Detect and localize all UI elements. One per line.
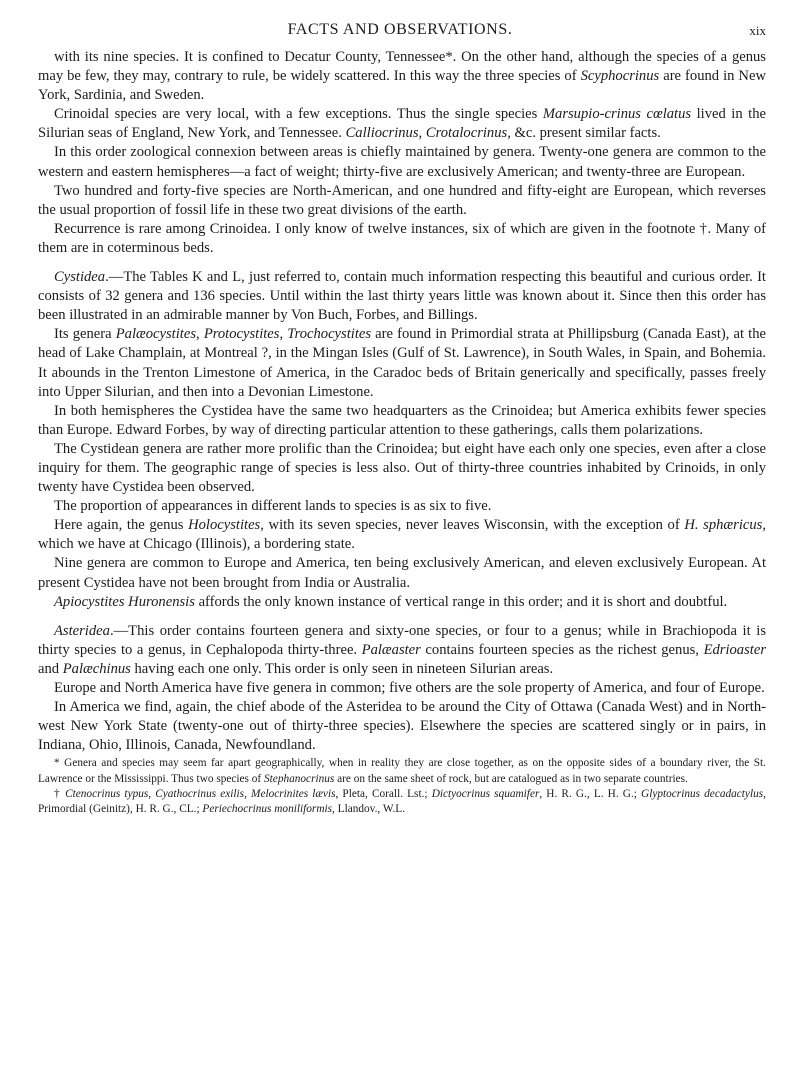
running-title: FACTS AND OBSERVATIONS. bbox=[287, 21, 513, 38]
section-gap bbox=[38, 612, 766, 622]
paragraph: Nine genera are common to Europe and America, ten being exclusively American, and eleven exclusively European. At present Cystidea have not been brought from India or Australia. bbox=[38, 555, 766, 591]
paragraph: The Cystidean genera are rather more prolific than the Crinoidea; but eight have each only one species, even after a close inquiry for them. The geographic range of species is less also. Out of thirty-three countries inhabited by Crinoids, in only twenty have Cystidea been observed. bbox=[38, 440, 766, 496]
footnote: † Ctenocrinus typus, Cyathocrinus exilis, Melocrinites lævis, Pleta, Corall. Lst.; Dictyocrinus squamifer, H. R. G., L. H. G.; Glyptocrinus decadactylus, Primordial (Geinitz), H. R. G., CL.; Periechocrinus moniliformis, Llandov., W.L. bbox=[38, 787, 766, 815]
page-header bbox=[0, 21, 800, 43]
paragraph: Apiocystites Huronensis affords the only known instance of vertical range in this order; and it is short and doubtful. bbox=[54, 593, 728, 610]
paragraph: Recurrence is rare among Crinoidea. I only know of twelve instances, six of which are given in the footnote †. Many of them are in coterminous beds. bbox=[38, 220, 766, 256]
paragraph: Its genera Palæocystites, Protocystites, Trochocystites are found in Primordial strata at Phillipsburg (Canada East), at the head of Lake Champlain, at Montreal ?, in the Mingan Isles (Gulf of St. Lawrence), in South Wales, in Spain, and Bohemia. It abounds in the Trenton Limestone of America, in the Caradoc beds of Britain generically and specifically, passes freely into Upper Silurian, and then into a Devonian Limestone. bbox=[38, 326, 767, 400]
paragraph: Two hundred and forty-five species are North-American, and one hundred and fifty-eight are European, which reverses the usual proportion of fossil life in these two great divisions of the earth. bbox=[38, 182, 766, 218]
paragraph: In America we find, again, the chief abode of the Asteridea to be around the City of Ottawa (Canada West) and in North-west New York State (twenty-one out of thirty-three species). Elsewhere the species are scattered singly or in pairs, in Indiana, Ohio, Illinois, Canada, Newfoundland. bbox=[38, 699, 766, 754]
paragraph: The proportion of appearances in different lands to species is as six to five. bbox=[54, 498, 492, 515]
paragraph: with its nine species. It is confined to Decatur County, Tennessee*. On the other hand, although the species of a genus may be few, they may, contrary to rule, be widely scattered. In this way the three species of Scyphocrinus are found in New York, Sardinia, and Sweden. bbox=[38, 49, 766, 104]
footnote: * Genera and species may seem far apart geographically, when in reality they are close together, as on the opposite sides of a boundary river, the St. Lawrence or the Mississippi. Thus two species of Stephanocrinus are on the same sheet of rock, but are catalogued as in two separate countries. bbox=[38, 757, 766, 785]
paragraph: Here again, the genus Holocystites, with its seven species, never leaves Wisconsin, with the exception of H. sphæricus, which we have at Chicago (Illinois), a bordering state. bbox=[38, 517, 767, 553]
footnotes bbox=[38, 756, 766, 817]
page-number: xix bbox=[749, 23, 766, 38]
body-text bbox=[38, 48, 766, 817]
paragraph: Asteridea.—This order contains fourteen genera and sixty-one species, or four to a genus; while in Brachiopoda it is thirty species to a genus, in Cephalopoda thirty-three. Palæaster contains fourteen species as the richest genus, Edrioaster and Palæchinus having each one only. This order is only seen in nineteen Silurian areas. bbox=[38, 622, 766, 677]
paragraph: In both hemispheres the Cystidea have the same two headquarters as the Crinoidea; but America exhibits fewer species than Europe. Edward Forbes, by way of directing particular attention to these gatherings, calls them polarizations. bbox=[38, 402, 766, 438]
paragraph: In this order zoological connexion between areas is chiefly maintained by genera. Twenty-one genera are common to the western and eastern hemispheres—a fact of weight; thirty-five are exclusively American; and twenty-three are European. bbox=[38, 144, 766, 180]
paragraph: Cystidea.—The Tables K and L, just referred to, contain much information respecting this beautiful and curious order. It consists of 32 genera and 136 species. Until within the last thirty years little was known about it. Since then this order has been illustrated in an admirable manner by Von Buch, Forbes, and Billings. bbox=[38, 269, 766, 324]
section-gap bbox=[38, 258, 766, 268]
paragraph: Crinoidal species are very local, with a few exceptions. Thus the single species Marsupio-crinus cœlatus lived in the Silurian seas of England, New York, and Tennessee. Calliocrinus, Crotalocrinus, &c. present similar facts. bbox=[38, 106, 766, 142]
paragraph: Europe and North America have five genera in common; five others are the sole property of America, and four of Europe. bbox=[54, 680, 765, 696]
